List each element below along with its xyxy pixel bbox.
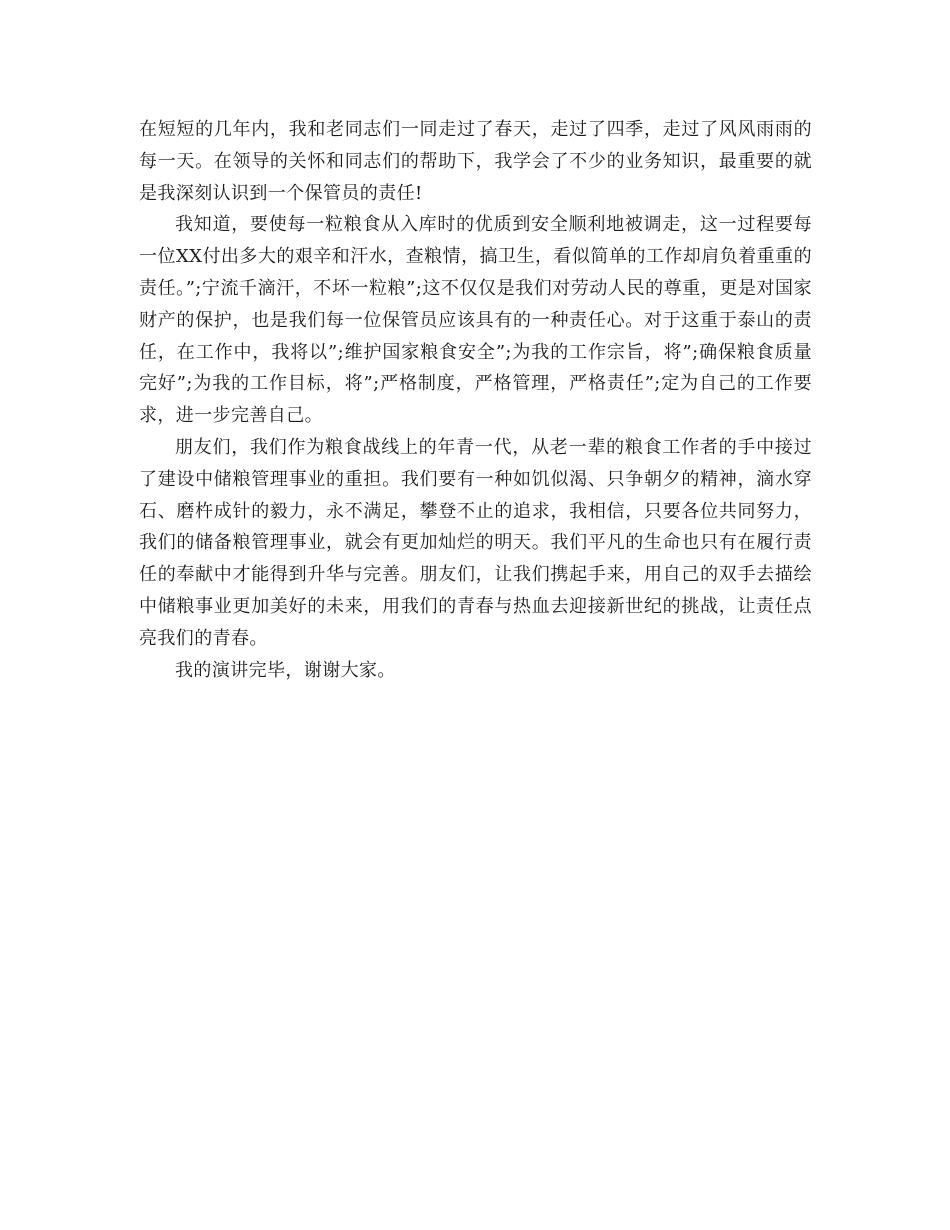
paragraph-4: 我的演讲完毕，谢谢大家。 [175,659,396,681]
paragraph-3: 朋友们，我们作为粮食战线上的年青一代，从老一辈的粮食工作者的手中接过了建设中储粮管理事业的重担。我们要有一种如饥似渴、只争朝夕的精神，滴水穿石、磨杵成针的毅力，永不满足，攀登不止的追求，我相信，只要各位共同努力，我们的储备粮管理事业，就会有更加灿烂的明天。我们平凡的生命也只有在履行责任的奉献中才能得到升华与完善。朋友们，让我们携起手来，用自己的双手去描绘中储粮事业更加美好的未来，用我们的青春与热血去迎接新世纪的挑战，让责任点亮我们的青春。 [139,436,812,649]
paragraph-2: 我知道，要使每一粒粮食从入库时的优质到安全顺利地被调走，这一过程要每一位XX付出多大的艰辛和汗水，查粮情，搞卫生，看似简单的工作却肩负着重重的责任。”;宁流千滴汗，不坏一粒粮”;这不仅仅是我们对劳动人民的尊重，更是对国家财产的保护，也是我们每一位保管员应该具有的一种责任心。对于这重于泰山的责任，在工作中，我将以”;维护国家粮食安全”;为我的工作宗旨，将”;确保粮食质量完好”;为我的工作目标，将”;严格制度，严格管理，严格责任”;定为自己的工作要求，进一步完善自己。 [139,214,812,427]
paragraph-1: 在短短的几年内，我和老同志们一同走过了春天，走过了四季，走过了风风雨雨的每一天。在领导的关怀和同志们的帮助下，我学会了不少的业务知识，最重要的就是我深刻认识到一个保管员的责任! [139,119,812,204]
document-body [139,114,812,686]
